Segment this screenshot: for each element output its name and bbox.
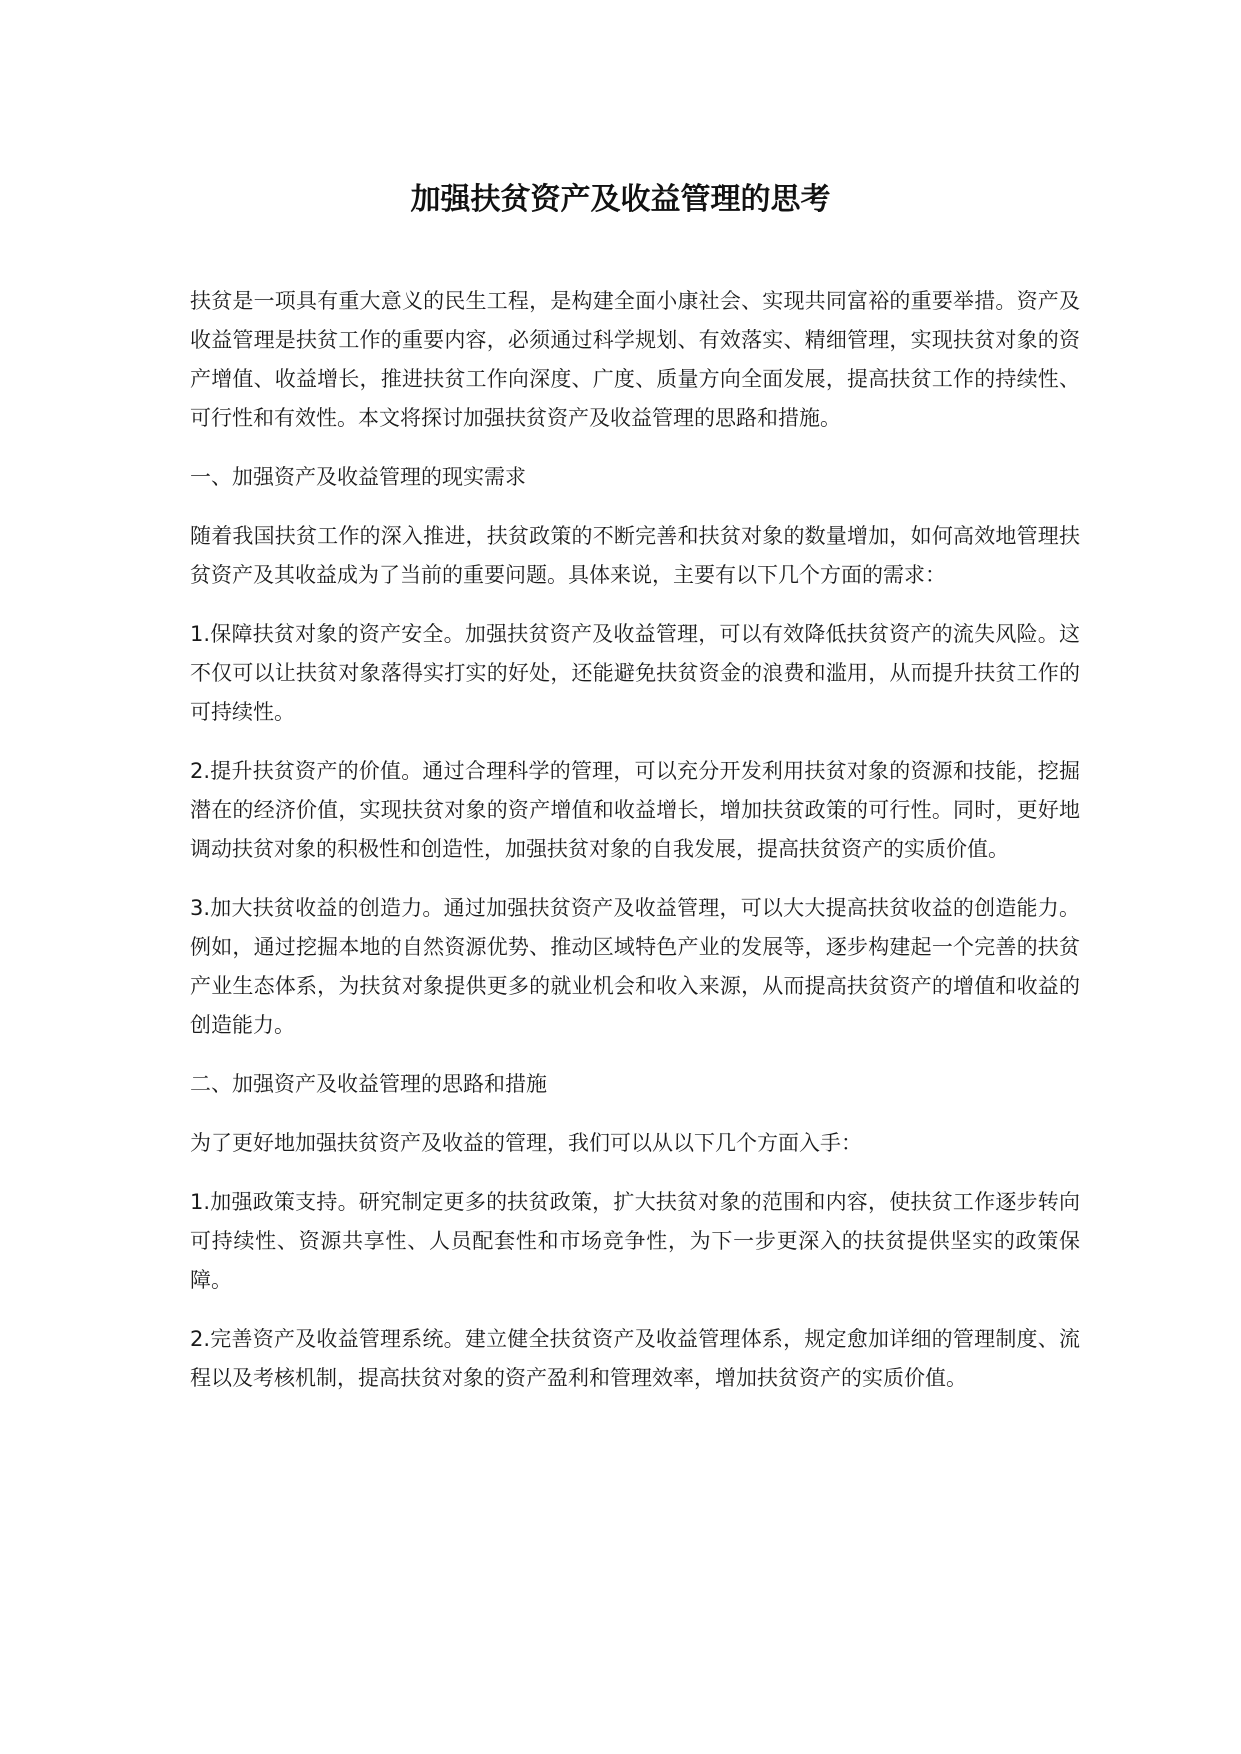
document-body <box>190 282 1080 1418</box>
intro-paragraph: 扶贫是一项具有重大意义的民生工程，是构建全面小康社会、实现共同富裕的重要举措。资产及收益管理是扶贫工作的重要内容，必须通过科学规划、有效落实、精细管理，实现扶贫对象的资产增值、收益增长，推进扶贫工作向深度、广度、质量方向全面发展，提高扶贫工作的持续性、可行性和有效性。本文将探讨加强扶贫资产及收益管理的思路和措施。 <box>190 289 1080 430</box>
section-heading-2: 二、加强资产及收益管理的思路和措施 <box>190 1072 547 1096</box>
list-item-paragraph: 3.加大扶贫收益的创造力。通过加强扶贫资产及收益管理，可以大大提高扶贫收益的创造能力。例如，通过挖掘本地的自然资源优势、推动区域特色产业的发展等，逐步构建起一个完善的扶贫产业生态体系，为扶贫对象提供更多的就业机会和收入来源，从而提高扶贫资产的增值和收益的创造能力。 <box>190 896 1080 1037</box>
body-paragraph: 随着我国扶贫工作的深入推进，扶贫政策的不断完善和扶贫对象的数量增加，如何高效地管理扶贫资产及其收益成为了当前的重要问题。具体来说，主要有以下几个方面的需求： <box>190 524 1080 587</box>
list-item-paragraph: 2.完善资产及收益管理系统。建立健全扶贫资产及收益管理体系，规定愈加详细的管理制度、流程以及考核机制，提高扶贫对象的资产盈利和管理效率，增加扶贫资产的实质价值。 <box>190 1327 1080 1390</box>
document-title: 加强扶贫资产及收益管理的思考 <box>410 182 831 217</box>
body-paragraph: 为了更好地加强扶贫资产及收益的管理，我们可以从以下几个方面入手： <box>190 1131 862 1155</box>
section-heading-1: 一、加强资产及收益管理的现实需求 <box>190 465 526 489</box>
list-item-paragraph: 2.提升扶贫资产的价值。通过合理科学的管理，可以充分开发利用扶贫对象的资源和技能，挖掘潜在的经济价值，实现扶贫对象的资产增值和收益增长，增加扶贫政策的可行性。同时，更好地调动扶贫对象的积极性和创造性，加强扶贫对象的自我发展，提高扶贫资产的实质价值。 <box>190 759 1080 861</box>
list-item-paragraph: 1.加强政策支持。研究制定更多的扶贫政策，扩大扶贫对象的范围和内容，使扶贫工作逐步转向可持续性、资源共享性、人员配套性和市场竞争性，为下一步更深入的扶贫提供坚实的政策保障。 <box>190 1190 1080 1292</box>
list-item-paragraph: 1.保障扶贫对象的资产安全。加强扶贫资产及收益管理，可以有效降低扶贫资产的流失风险。这不仅可以让扶贫对象落得实打实的好处，还能避免扶贫资金的浪费和滥用，从而提升扶贫工作的可持续性。 <box>190 622 1080 724</box>
